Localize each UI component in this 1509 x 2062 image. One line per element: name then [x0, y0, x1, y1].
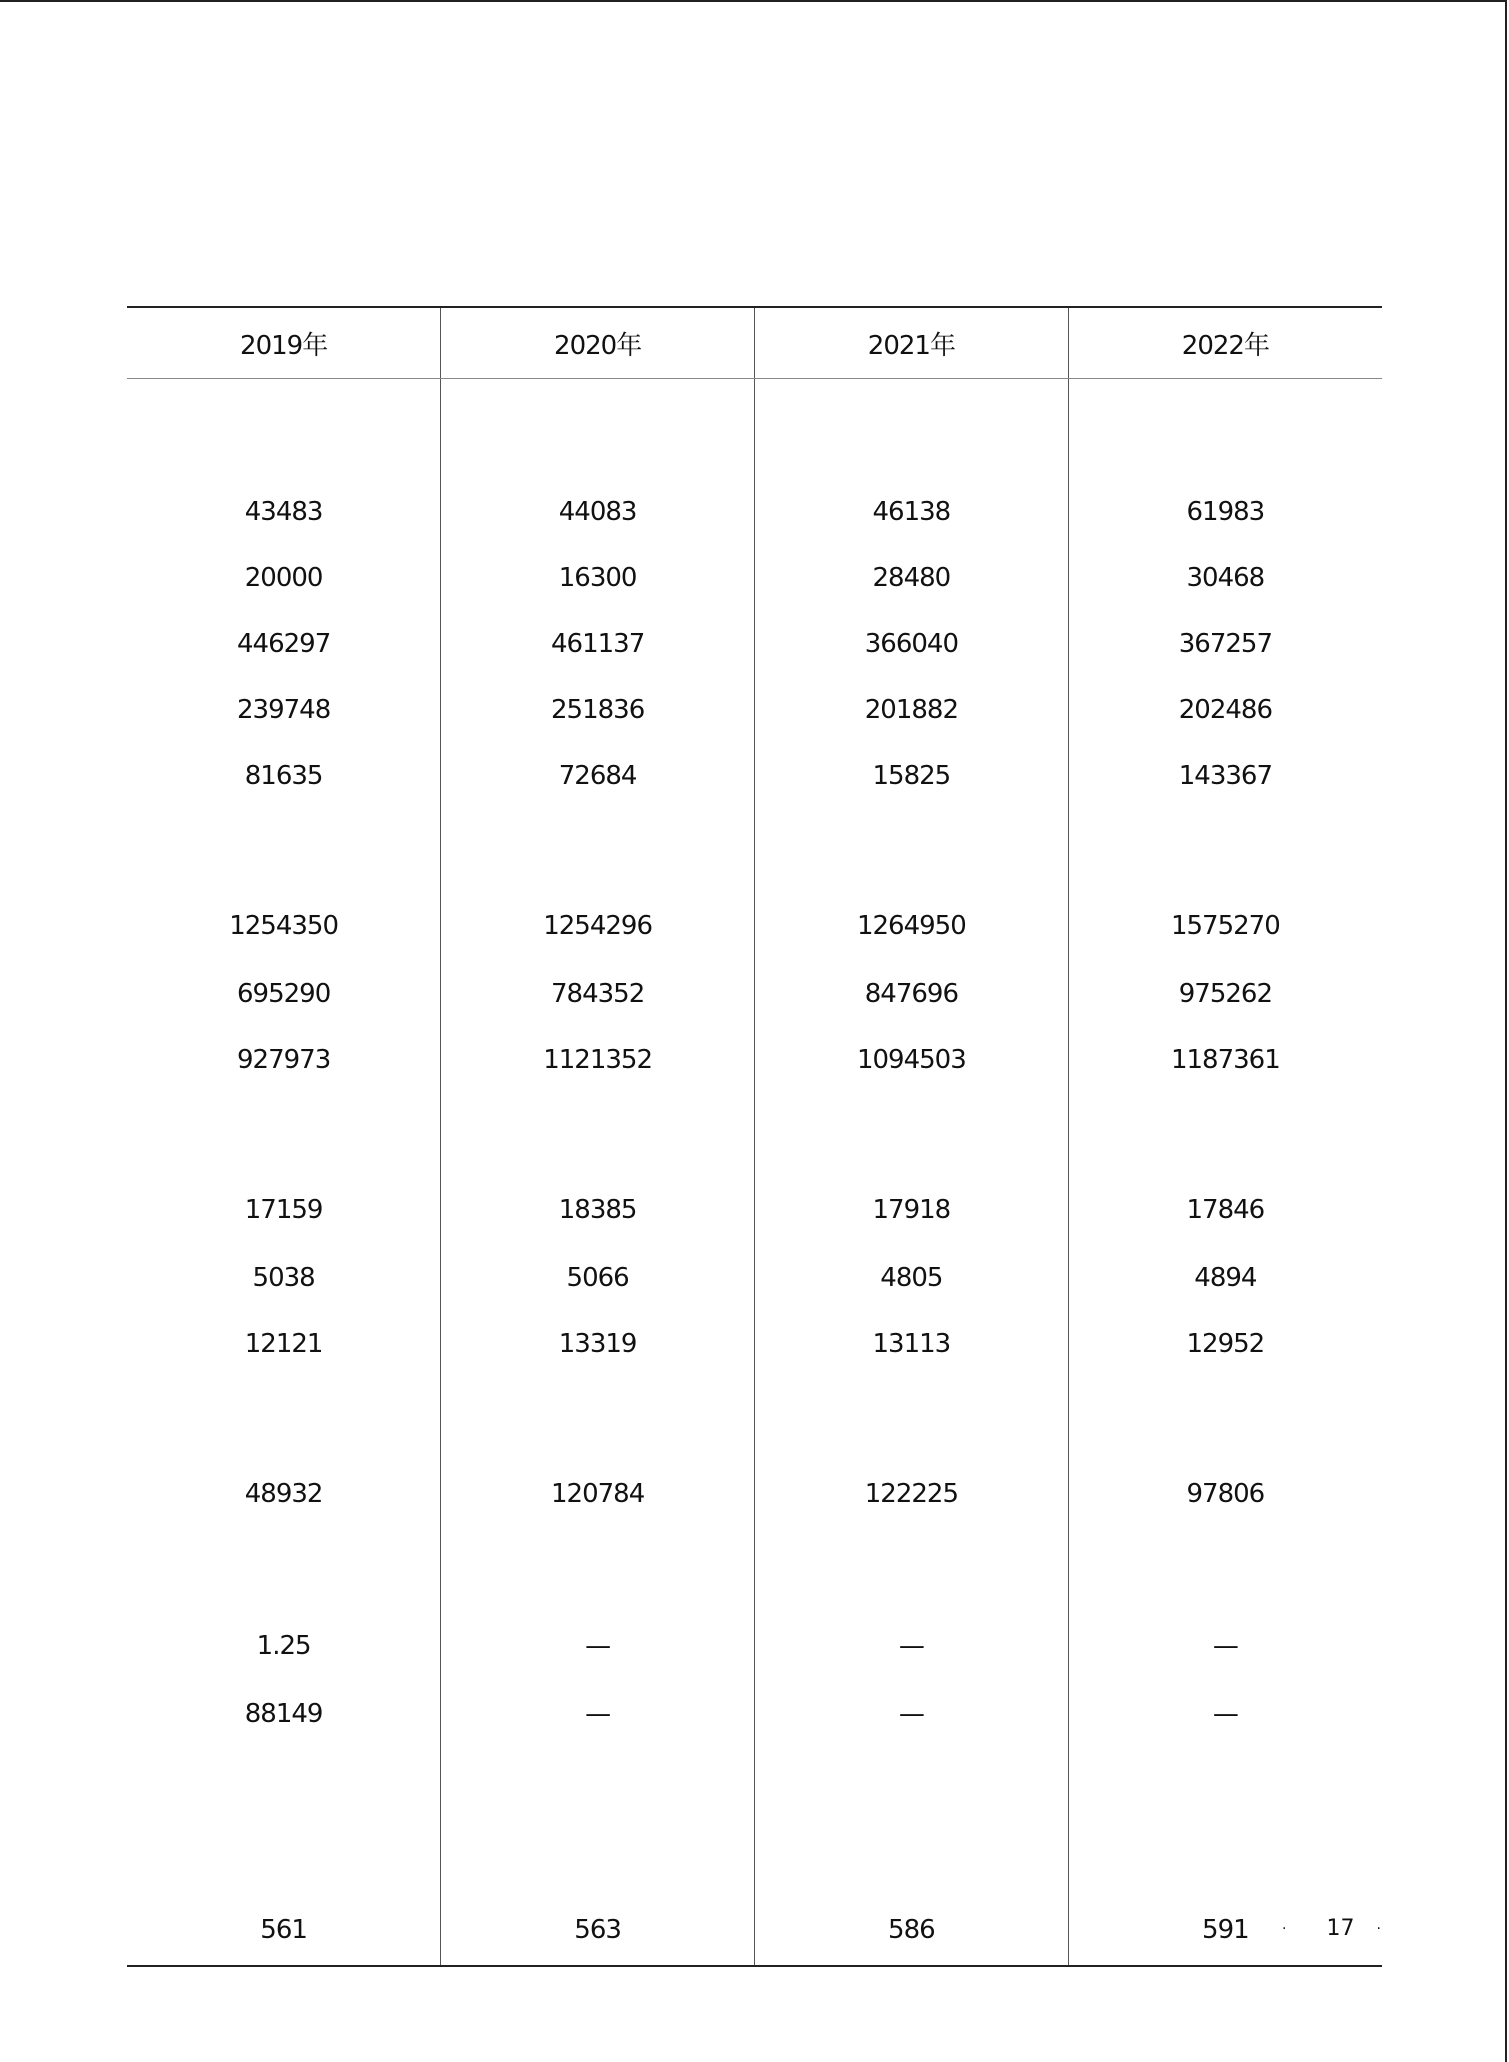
table-cell: 15825 — [755, 743, 1069, 809]
table-cell: 5038 — [252, 1263, 315, 1293]
table-cell: 586 — [755, 1747, 1069, 1966]
table-row — [127, 677, 1382, 743]
table-row — [127, 1681, 1382, 1747]
table-cell: 20000 — [244, 563, 323, 593]
table-cell: 30468 — [1068, 545, 1382, 611]
table-cell: — — [1068, 1529, 1382, 1681]
table-cell: 28480 — [755, 545, 1069, 611]
table-cell: 1094503 — [755, 1027, 1069, 1093]
table-cell: 561 — [127, 1747, 441, 1966]
table-cell: 17846 — [1068, 1093, 1382, 1245]
table-row — [127, 1377, 1382, 1529]
table-cell: 1254296 — [441, 809, 755, 961]
table-cell: 81635 — [244, 761, 323, 791]
table-cell: 4805 — [755, 1245, 1069, 1311]
table-cell: 72684 — [441, 743, 755, 809]
header-2020: 2020年 — [441, 307, 755, 379]
statistics-table — [127, 306, 1382, 1967]
spacer-row — [127, 379, 1382, 480]
page-number — [1282, 1916, 1382, 1952]
table-row — [127, 479, 1382, 545]
table-cell: — — [755, 1529, 1069, 1681]
table-cell: 16300 — [441, 545, 755, 611]
table-cell: 975262 — [1068, 961, 1382, 1027]
table-cell: 4894 — [1068, 1245, 1382, 1311]
table-cell: 591 — [1068, 1747, 1382, 1966]
table-cell: 1121352 — [441, 1027, 755, 1093]
table-cell: 120784 — [441, 1377, 755, 1529]
table-cell: 46138 — [755, 479, 1069, 545]
table-cell: 461137 — [441, 611, 755, 677]
page-number-dot-left: · — [1282, 1921, 1287, 1937]
table-cell: 367257 — [1068, 611, 1382, 677]
table-cell: 97806 — [1068, 1377, 1382, 1529]
table-cell: 446297 — [236, 629, 331, 659]
table-cell: 17918 — [755, 1093, 1069, 1245]
table-cell: 44083 — [441, 479, 755, 545]
table-cell: — — [441, 1529, 755, 1681]
table-cell: 847696 — [755, 961, 1069, 1027]
page-number-dot-right: · — [1376, 1921, 1381, 1937]
table-row — [127, 1245, 1382, 1311]
table-cell: 88149 — [244, 1699, 323, 1729]
table-cell: 12952 — [1068, 1311, 1382, 1377]
table-cell: 251836 — [441, 677, 755, 743]
table-row — [127, 809, 1382, 961]
table-cell: 13319 — [441, 1311, 755, 1377]
table-cell: 366040 — [755, 611, 1069, 677]
table-cell: 17159 — [244, 1195, 323, 1225]
table-cell: 143367 — [1068, 743, 1382, 809]
table-cell: 784352 — [441, 961, 755, 1027]
table-row — [127, 1093, 1382, 1245]
table-cell: 563 — [441, 1747, 755, 1966]
table-row — [127, 1027, 1382, 1093]
table-cell: 927973 — [236, 1045, 331, 1075]
table-cell: 1187361 — [1068, 1027, 1382, 1093]
table-cell: 202486 — [1068, 677, 1382, 743]
table-cell: 48932 — [244, 1479, 323, 1509]
header-row — [127, 307, 1382, 379]
table-cell: 5066 — [441, 1245, 755, 1311]
table-row — [127, 1747, 1382, 1966]
table-row — [127, 611, 1382, 677]
table-cell: 1.25 — [256, 1631, 311, 1661]
table-cell: 239748 — [236, 695, 331, 725]
page-number-value: 17 — [1326, 1916, 1355, 1941]
table-cell: 1254350 — [229, 911, 339, 941]
table-row — [127, 1311, 1382, 1377]
table-cell: — — [755, 1681, 1069, 1747]
header-2019: 2019年 — [127, 307, 441, 379]
table-cell: 61983 — [1068, 479, 1382, 545]
table-cell: — — [441, 1681, 755, 1747]
table-cell: — — [1068, 1681, 1382, 1747]
table-cell: 18385 — [441, 1093, 755, 1245]
table-row — [127, 743, 1382, 809]
table-row — [127, 545, 1382, 611]
table-cell: 122225 — [755, 1377, 1069, 1529]
table-cell: 12121 — [244, 1329, 323, 1359]
table-row — [127, 1529, 1382, 1681]
header-2021: 2021年 — [755, 307, 1069, 379]
table-row — [127, 961, 1382, 1027]
table-cell: 1575270 — [1068, 809, 1382, 961]
header-2022: 2022年 — [1068, 307, 1382, 379]
table-cell: 43483 — [244, 497, 323, 527]
table-cell: 13113 — [755, 1311, 1069, 1377]
table-cell: 1264950 — [755, 809, 1069, 961]
table-cell: 201882 — [755, 677, 1069, 743]
table-cell: 695290 — [236, 979, 331, 1009]
